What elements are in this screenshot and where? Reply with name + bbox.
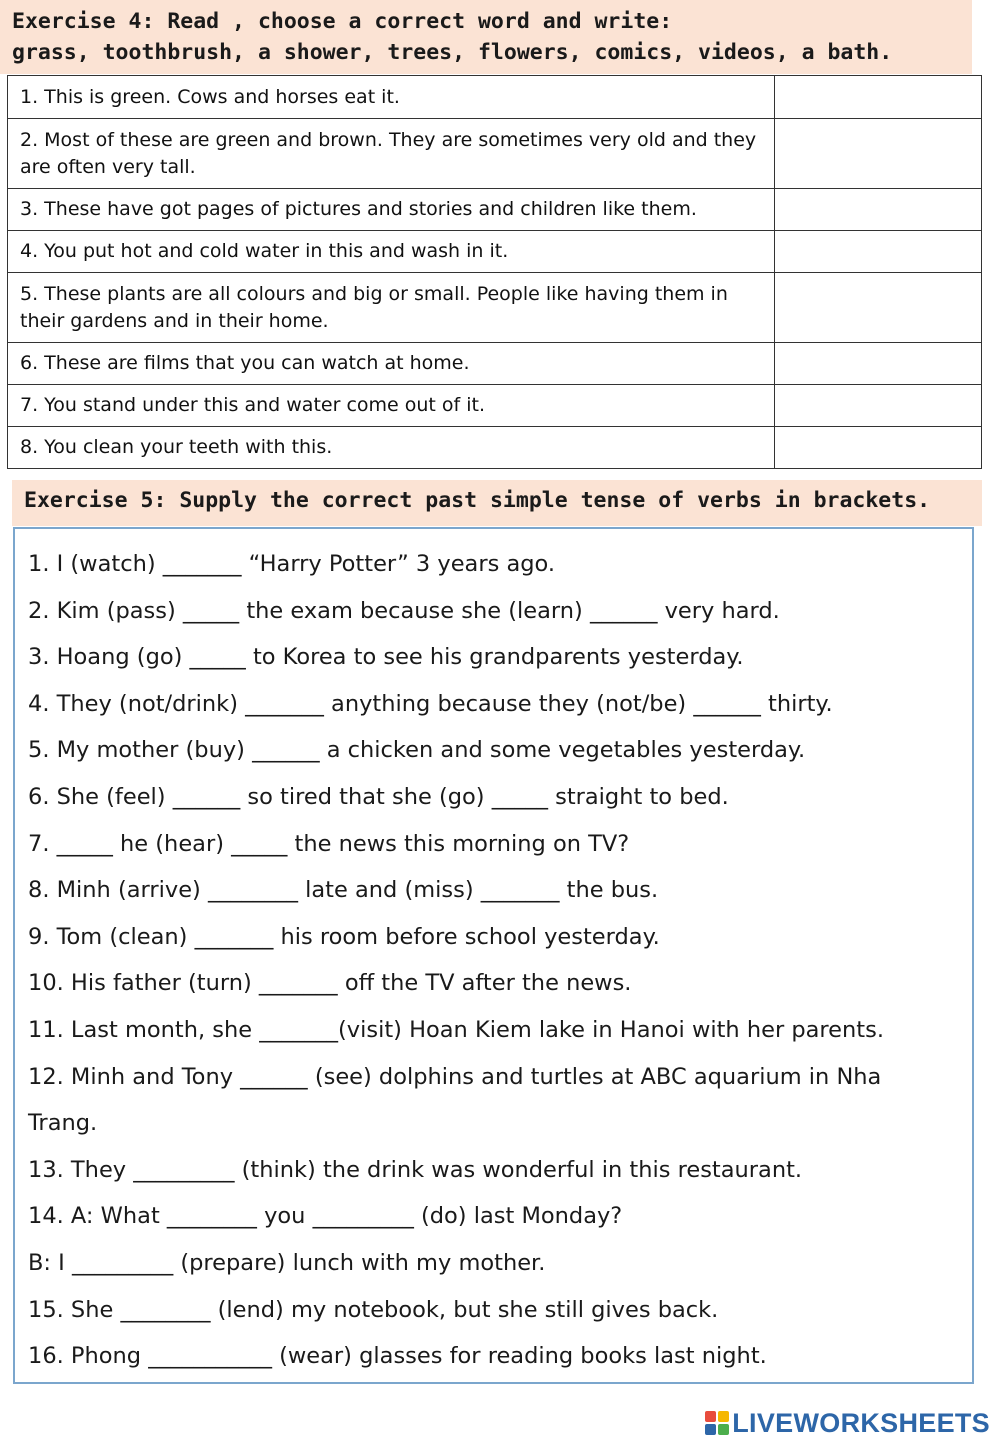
exercise-4-table — [7, 75, 982, 469]
answer-cell[interactable] — [775, 119, 982, 189]
logo-tile — [705, 1411, 716, 1422]
question-cell: 6. These are films that you can watch at home. — [8, 343, 775, 385]
list-item: 2. Kim (pass) _____ the exam because she (learn) ______ very hard. — [28, 597, 780, 624]
table-row — [8, 189, 982, 231]
table-row — [8, 76, 982, 119]
list-item: 13. They _________ (think) the drink was wonderful in this restaurant. — [28, 1156, 803, 1183]
list-item: 1. I (watch) _______ “Harry Potter” 3 years ago. — [28, 551, 556, 577]
question-cell: 2. Most of these are green and brown. They are sometimes very old and they are often very tall. — [8, 119, 775, 189]
question-cell: 1. This is green. Cows and horses eat it. — [8, 76, 775, 119]
list-item: 15. She ________ (lend) my notebook, but she still gives back. — [28, 1296, 719, 1323]
answer-cell[interactable] — [775, 343, 982, 385]
answer-input-6[interactable] — [775, 353, 981, 374]
list-item: B: I _________ (prepare) lunch with my mother. — [28, 1249, 546, 1276]
table-row — [8, 427, 982, 469]
list-item: 12. Minh and Tony ______ (see) dolphins and turtles at ABC aquarium in Nha — [28, 1063, 882, 1090]
question-cell: 8. You clean your teeth with this. — [8, 427, 775, 469]
answer-cell[interactable] — [775, 189, 982, 231]
exercise-5-list — [28, 541, 972, 1380]
list-item: Trang. — [28, 1110, 98, 1137]
question-cell: 3. These have got pages of pictures and stories and children like them. — [8, 189, 775, 231]
table-row — [8, 273, 982, 343]
list-item: 9. Tom (clean) _______ his room before school yesterday. — [28, 923, 660, 950]
list-item: 11. Last month, she _______(visit) Hoan Kiem lake in Hanoi with her parents. — [28, 1016, 884, 1043]
exercise-5-header — [12, 480, 982, 526]
logo-tile — [705, 1424, 716, 1435]
table-row — [8, 385, 982, 427]
table-row — [8, 231, 982, 273]
list-item: 14. A: What ________ you _________ (do) last Monday? — [28, 1203, 623, 1230]
list-item: 16. Phong ___________ (wear) glasses for reading books last night. — [28, 1343, 767, 1370]
logo-tile — [718, 1424, 729, 1435]
exercise-4-title: Exercise 4: Read , choose a correct word and write: — [12, 9, 673, 34]
liveworksheets-logo-icon — [705, 1411, 729, 1435]
exercise-5-title: Exercise 5: Supply the correct past simple tense of verbs in brackets. — [24, 488, 931, 513]
list-item: 6. She (feel) ______ so tired that she (go) _____ straight to bed. — [28, 783, 729, 810]
question-cell: 5. These plants are all colours and big or small. People like having them in their gardens and in their home. — [8, 273, 775, 343]
answer-cell[interactable] — [775, 273, 982, 343]
answer-cell[interactable] — [775, 76, 982, 119]
list-item: 7. _____ he (hear) _____ the news this morning on TV? — [28, 830, 630, 857]
answer-cell[interactable] — [775, 231, 982, 273]
logo-text: LIVEWORKSHEETS — [732, 1407, 990, 1438]
exercise-5-box — [13, 527, 974, 1384]
question-cell: 7. You stand under this and water come out of it. — [8, 385, 775, 427]
answer-input-7[interactable] — [775, 395, 981, 416]
exercise-4-header — [0, 0, 972, 74]
question-cell: 4. You put hot and cold water in this and wash in it. — [8, 231, 775, 273]
answer-input-2[interactable] — [775, 143, 981, 164]
answer-input-1[interactable] — [775, 87, 981, 108]
list-item: 8. Minh (arrive) ________ late and (miss) _______ the bus. — [28, 877, 659, 904]
answer-input-5[interactable] — [775, 297, 981, 318]
table-row — [8, 343, 982, 385]
liveworksheets-logo[interactable] — [705, 1406, 990, 1440]
list-item: 3. Hoang (go) _____ to Korea to see his grandparents yesterday. — [28, 644, 744, 671]
list-item: 5. My mother (buy) ______ a chicken and some vegetables yesterday. — [28, 737, 806, 764]
answer-input-3[interactable] — [775, 199, 981, 220]
answer-input-8[interactable] — [775, 437, 981, 458]
list-item: 10. His father (turn) _______ off the TV after the news. — [28, 970, 632, 997]
answer-cell[interactable] — [775, 427, 982, 469]
exercise-4-word-bank: grass, toothbrush, a shower, trees, flowers, comics, videos, a bath. — [12, 40, 893, 65]
answer-input-4[interactable] — [775, 241, 981, 262]
list-item: 4. They (not/drink) _______ anything because they (not/be) ______ thirty. — [28, 690, 833, 717]
answer-cell[interactable] — [775, 385, 982, 427]
table-row — [8, 119, 982, 189]
logo-tile — [718, 1411, 729, 1422]
